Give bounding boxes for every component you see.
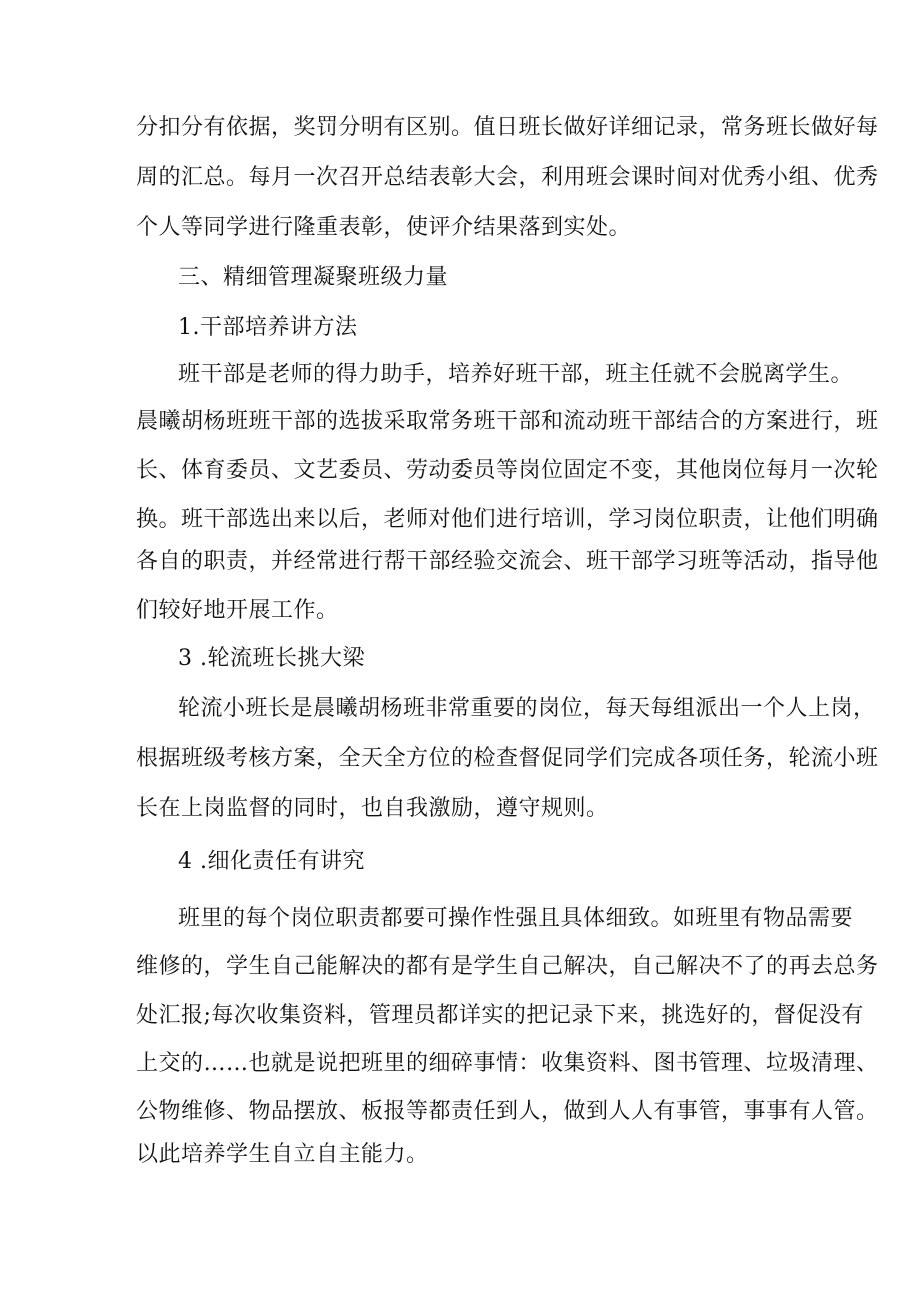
- paragraph-line: 各自的职责，并经常进行帮干部经验交流会、班干部学习班等活动，指导他: [136, 549, 879, 574]
- paragraph-line: 以此培养学生自立自主能力。: [136, 1142, 429, 1167]
- paragraph-line: 处汇报;每次收集资料，管理员都详实的把记录下来，挑选好的，督促没有: [136, 1003, 864, 1028]
- paragraph-line: 分扣分有依据，奖罚分明有区别。值日班长做好详细记录，常务班长做好每: [136, 115, 879, 140]
- paragraph-line: 们较好地开展工作。: [136, 598, 339, 623]
- section-heading: 三、精细管理凝聚班级力量: [178, 265, 449, 290]
- paragraph-line: 公物维修、物品摆放、板报等都责任到人，做到人人有事管，事事有人管。: [136, 1099, 879, 1124]
- paragraph-line: 长在上岗监督的同时，也自我激励，遵守规则。: [136, 796, 609, 821]
- paragraph-line: 长、体育委员、文艺委员、劳动委员等岗位固定不变，其他岗位每月一次轮: [136, 458, 879, 483]
- subsection-heading: 4 .细化责任有讲究: [178, 849, 365, 874]
- paragraph-line: 上交的……也就是说把班里的细碎事情：收集资料、图书管理、垃圾清理、: [136, 1051, 879, 1076]
- paragraph-line: 晨曦胡杨班班干部的选拔采取常务班干部和流动班干部结合的方案进行，班: [136, 409, 879, 434]
- paragraph-line: 维修的，学生自己能解决的都有是学生自己解决，自己解决不了的再去总务: [136, 954, 879, 979]
- subsection-heading: 3 .轮流班长挑大梁: [178, 646, 365, 671]
- paragraph-line: 班里的每个岗位职责都要可操作性强且具体细致。如班里有物品需要: [178, 906, 854, 931]
- paragraph-line: 班干部是老师的得力助手，培养好班干部，班主任就不会脱离学生。: [178, 362, 854, 387]
- paragraph-line: 周的汇总。每月一次召开总结表彰大会，利用班会课时间对优秀小组、优秀: [136, 165, 879, 190]
- paragraph-line: 换。班干部选出来以后，老师对他们进行培训，学习岗位职责，让他们明确: [136, 507, 879, 532]
- paragraph-line: 个人等同学进行隆重表彰，使评介结果落到实处。: [136, 215, 632, 240]
- paragraph-line: 轮流小班长是晨曦胡杨班非常重要的岗位，每天每组派出一个人上岗，: [178, 696, 876, 721]
- paragraph-line: 根据班级考核方案，全天全方位的检查督促同学们完成各项任务，轮流小班: [136, 746, 879, 771]
- subsection-heading: 1.干部培养讲方法: [178, 315, 358, 340]
